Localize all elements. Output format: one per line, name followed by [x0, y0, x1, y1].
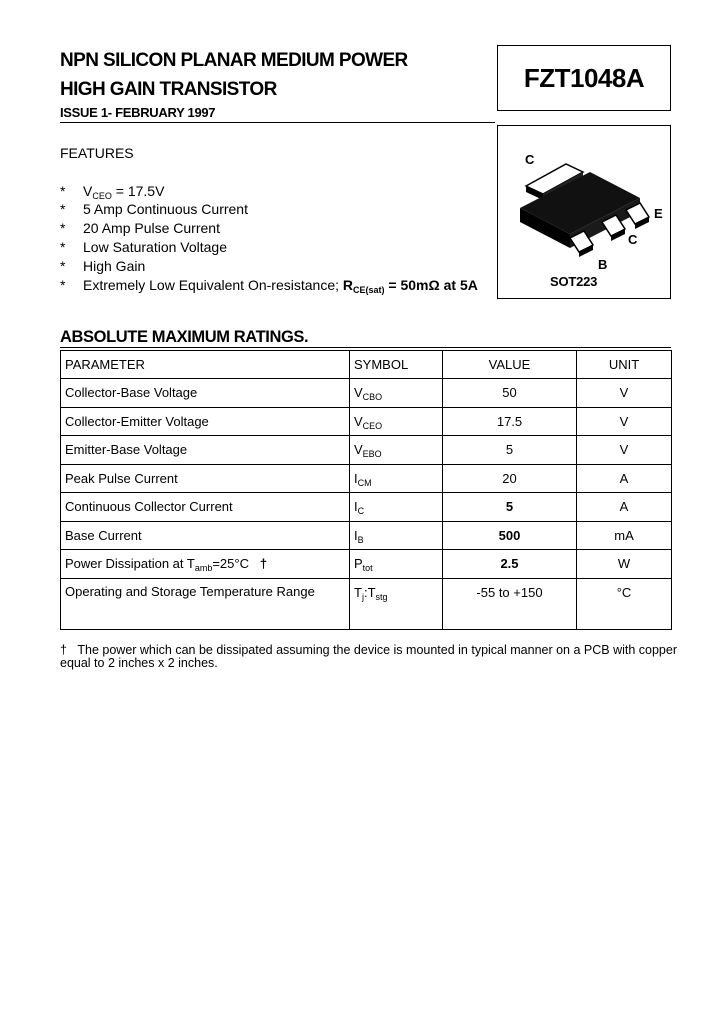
features-heading: FEATURES [60, 145, 134, 161]
table-row [61, 521, 672, 550]
sot223-package-icon [498, 126, 670, 298]
value-cell: 17.5 [443, 407, 577, 436]
parameter-cell: Peak Pulse Current [61, 464, 350, 493]
unit-cell: V [577, 436, 672, 465]
parameter-cell: Collector-Emitter Voltage [61, 407, 350, 436]
symbol-cell [350, 578, 443, 629]
ratings-divider [60, 347, 671, 348]
part-number-box [497, 45, 671, 111]
parameter-cell: Continuous Collector Current [61, 493, 350, 522]
value-cell: 20 [443, 464, 577, 493]
dagger-mark: † [60, 643, 67, 657]
symbol-cell [350, 464, 443, 493]
title-line-1: NPN SILICON PLANAR MEDIUM POWER [60, 50, 408, 71]
parameter-cell: Base Current [61, 521, 350, 550]
symbol-subscript: CM [357, 477, 372, 488]
table-row [61, 407, 672, 436]
parameter-cell: Operating and Storage Temperature Range [61, 578, 350, 629]
ratings-heading: ABSOLUTE MAXIMUM RATINGS. [60, 328, 309, 346]
value-cell: 500 [443, 521, 577, 550]
parameter-subscript: amb [194, 563, 213, 574]
table-header-row [61, 351, 672, 379]
title-divider [60, 122, 495, 123]
unit-cell: A [577, 493, 672, 522]
value-cell: 2.5 [443, 550, 577, 579]
feature-item [60, 277, 478, 293]
unit-cell: V [577, 407, 672, 436]
pin-label-emitter: E [654, 206, 663, 221]
symbol-subscript: CEO [362, 420, 383, 431]
table-row [61, 379, 672, 408]
table-row [61, 550, 672, 579]
symbol: V [354, 413, 363, 429]
rce-symbol: R [342, 277, 354, 293]
symbol-subscript: stg [375, 591, 388, 602]
symbol-subscript: C [357, 506, 365, 517]
table-row [61, 578, 672, 629]
symbol-subscript: tot [362, 563, 373, 574]
feature-text: Low Saturation Voltage [83, 239, 227, 255]
pin-label-base: B [598, 257, 608, 272]
pin-label-collector: C [628, 232, 638, 247]
symbol-cell [350, 521, 443, 550]
bullet: * [60, 220, 66, 236]
package-name: SOT223 [550, 274, 598, 289]
parameter-suffix: =25°C [212, 556, 249, 572]
symbol: T [354, 584, 362, 600]
unit-cell: A [577, 464, 672, 493]
column-header: SYMBOL [350, 351, 443, 379]
unit-cell: V [577, 379, 672, 408]
column-header: UNIT [577, 351, 672, 379]
symbol: I [354, 527, 358, 543]
symbol-subscript: j [361, 591, 364, 602]
feature-item [60, 201, 248, 217]
feature-item [60, 239, 227, 255]
feature-text: 20 Amp Pulse Current [83, 220, 220, 236]
symbol: I [354, 499, 358, 515]
bullet: * [60, 239, 66, 255]
unit-cell: mA [577, 521, 672, 550]
table-row [61, 493, 672, 522]
symbol: V [354, 442, 363, 458]
bullet: * [60, 258, 66, 274]
feature-item [60, 183, 164, 199]
symbol-subscript: EBO [362, 449, 382, 460]
value-cell: 50 [443, 379, 577, 408]
vceo-value: = 17.5V [115, 183, 165, 199]
parameter-cell [61, 550, 350, 579]
package-diagram [497, 125, 671, 299]
feature-text: High Gain [83, 258, 146, 274]
rce-subscript: CE(sat) [353, 285, 385, 295]
symbol-subscript: CBO [362, 392, 383, 403]
rce-value: = 50mΩ at 5A [388, 277, 478, 293]
symbol-cell [350, 550, 443, 579]
footnote [60, 644, 680, 670]
feature-text: Extremely Low Equivalent On-resistance; [83, 277, 339, 293]
symbol: P [354, 556, 363, 572]
title-line-2: HIGH GAIN TRANSISTOR [60, 79, 277, 100]
bullet: * [60, 277, 66, 293]
parameter-cell: Collector-Base Voltage [61, 379, 350, 408]
ratings-table [60, 350, 672, 630]
symbol-subscript: B [357, 534, 364, 545]
vceo-symbol: V [83, 183, 93, 199]
symbol: T [367, 584, 376, 600]
symbol-cell [350, 436, 443, 465]
column-header: VALUE [443, 351, 577, 379]
symbol-cell [350, 493, 443, 522]
value-cell: -55 to +150 [443, 578, 577, 629]
footnote-text: The power which can be dissipated assuming the device is mounted in typical manner on a PCB with copper equal to 2 inches x 2 inches. [60, 643, 678, 670]
unit-cell: W [577, 550, 672, 579]
column-header: PARAMETER [61, 351, 350, 379]
symbol: I [354, 470, 358, 486]
symbol-separator: : [363, 584, 368, 600]
parameter-text: Power Dissipation at T [65, 556, 195, 572]
feature-item [60, 220, 220, 236]
table-row [61, 464, 672, 493]
parameter-cell: Emitter-Base Voltage [61, 436, 350, 465]
dagger-mark: † [259, 556, 268, 572]
bullet: * [60, 183, 66, 199]
part-number: FZT1048A [523, 62, 645, 93]
symbol-cell [350, 379, 443, 408]
value-cell: 5 [443, 493, 577, 522]
unit-cell: °C [577, 578, 672, 629]
value-cell: 5 [443, 436, 577, 465]
feature-text: 5 Amp Continuous Current [83, 201, 248, 217]
vceo-subscript: CEO [92, 191, 112, 201]
feature-item [60, 258, 145, 274]
issue-date: ISSUE 1- FEBRUARY 1997 [60, 105, 216, 120]
symbol: V [354, 385, 363, 401]
bullet: * [60, 201, 66, 217]
table-row [61, 436, 672, 465]
pin-label-collector-top: C [525, 152, 535, 167]
symbol-cell [350, 407, 443, 436]
